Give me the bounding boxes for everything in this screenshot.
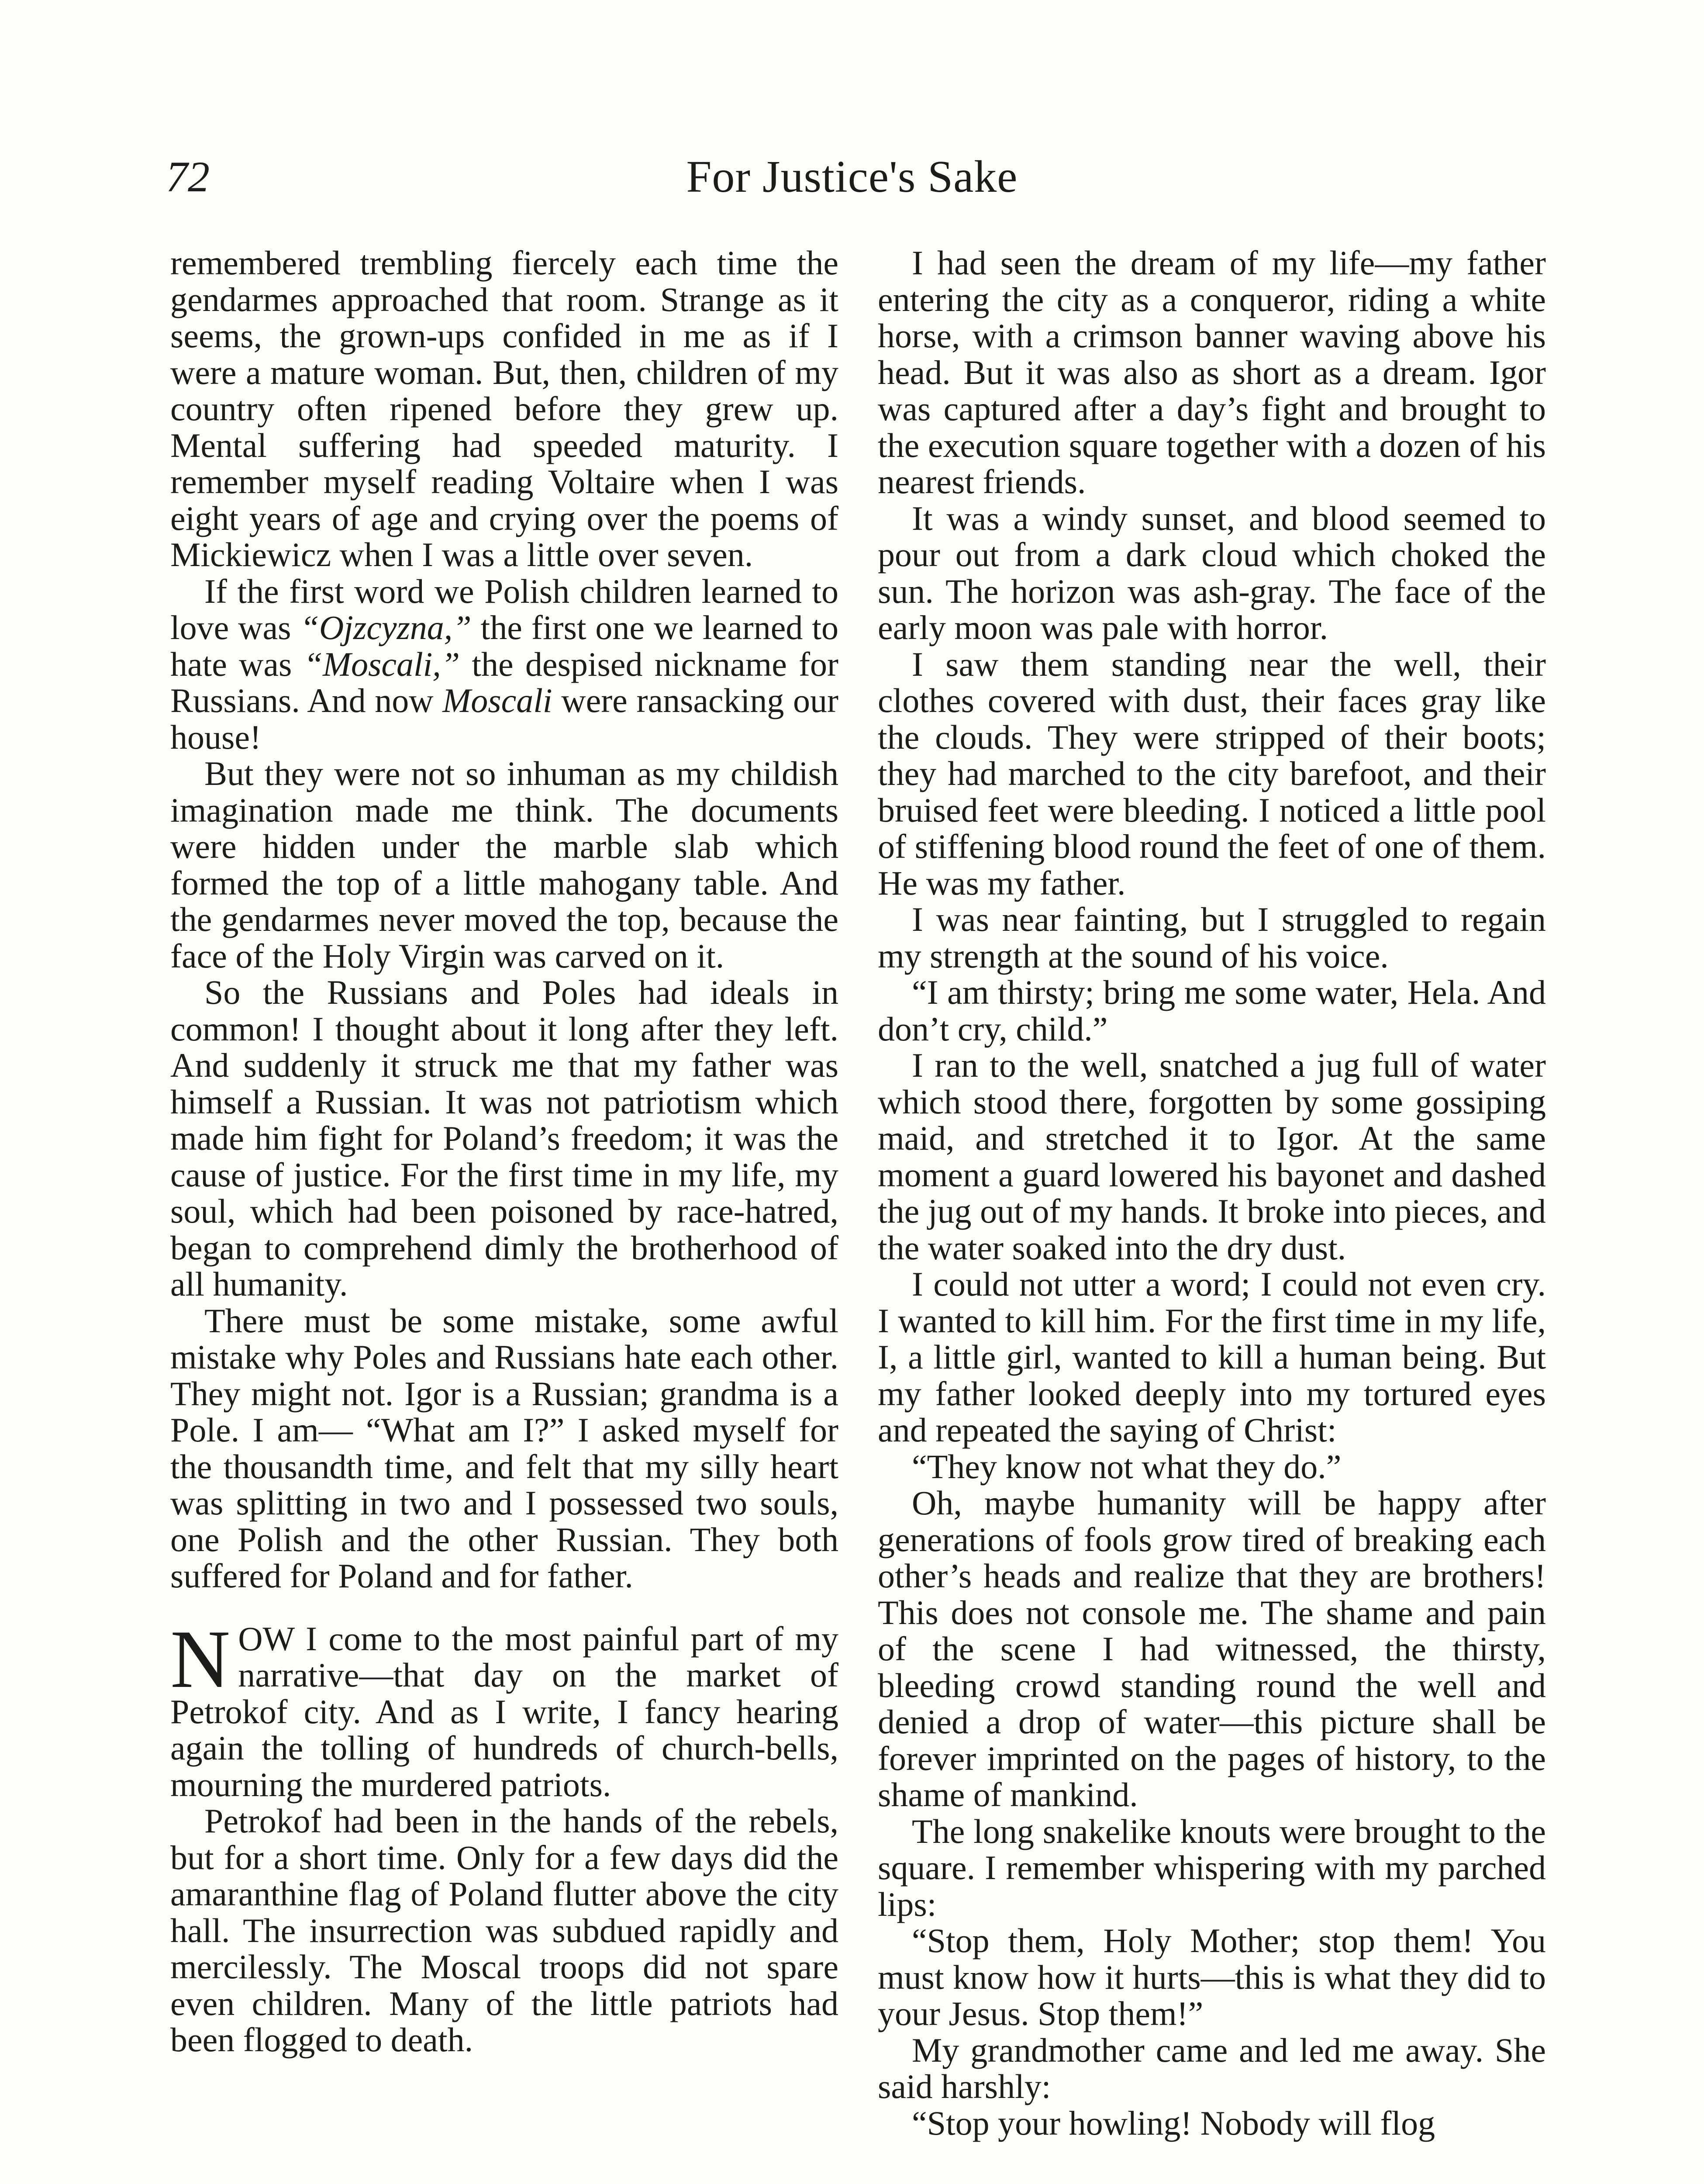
paragraph: So the Russians and Poles had ideals in common! I thought about it long after they left. And suddenly it struck me that my father was himself a Russian. It was not patriotism which made him fight for Poland’s freedom; it was the cause of justice. For the first time in my life, my soul, which had been poisoned by race-hatred, began to comprehend dimly the brotherhood of all humanity. <box>170 973 838 1303</box>
dialogue-paragraph: “Stop your howling! Nobody will flog <box>912 2104 1435 2142</box>
page-header <box>166 144 1538 210</box>
dialogue-paragraph: “I am thirsty; bring me some water, Hela. And don’t cry, child.” <box>878 973 1546 1048</box>
paragraph: I could not utter a word; I could not even cry. I wanted to kill him. For the first time in my life, I, a little girl, wanted to kill a human being. But my father looked deeply into my tortured eyes and repeated the saying of Christ: <box>878 1265 1546 1449</box>
right-column <box>878 245 1546 2141</box>
paragraph: There must be some mistake, some awful mistake why Poles and Russians hate each other. They might not. Igor is a Russian; grandma is a Pole. I am— “What am I?” I asked myself for the thousandth time, and felt that my silly heart was splitting in two and I possessed two souls, one Polish and the other Russian. They both suffered for Poland and for father. <box>170 1301 838 1595</box>
paragraph: The long snakelike knouts were brought to the square. I remember whispering with my parched lips: <box>878 1812 1546 1923</box>
dialogue-paragraph: “Stop them, Holy Mother; stop them! You must know how it hurts—this is what they did to your Jesus. Stop them!” <box>878 1921 1546 2032</box>
italic-word: “Ojzcyzna,” <box>300 608 472 646</box>
text-run: the first one we learned to hate was <box>170 608 838 683</box>
running-title: For Justice's Sake <box>686 152 1018 202</box>
paragraph: It was a windy sunset, and blood seemed to pour out from a dark cloud which choked the sun. The horizon was ash-gray. The face of the early moon was pale with horror. <box>878 499 1546 646</box>
paragraph: I ran to the well, snatched a jug full of water which stood there, forgotten by some gossiping maid, and stretched it to Igor. At the same moment a guard lowered his bayonet and dashed the jug out of my hands. It broke into pieces, and the water soaked into the dry dust. <box>878 1046 1546 1267</box>
paragraph: Petrokof had been in the hands of the rebels, but for a short time. Only for a few days did the amaranthine flag of Poland flutter above the city hall. The insurrection was subdued rapidly and mercilessly. The Moscal troops did not spare even children. Many of the little patriots had been flogged to death. <box>170 1802 838 2059</box>
text-run: the despised nickname for Russians. And now <box>170 645 839 719</box>
paragraph: I had seen the dream of my life—my father entering the city as a conqueror, riding a white horse, with a crimson banner waving above his head. But it was also as short as a dream. Igor was captured after a day’s fight and brought to the execution square together with a dozen of his nearest friends. <box>878 244 1546 501</box>
paragraph: Oh, maybe humanity will be happy after generations of fools grow tired of breaking each other’s heads and realize that they are brothers! This does not console me. The shame and pain of the scene I had witnessed, the thirsty, bleeding crowd standing round the well and denied a drop of water—this picture shall be forever imprinted on the pages of history, to the shame of mankind. <box>878 1484 1546 1814</box>
small-caps-word: OW <box>238 1619 294 1658</box>
section-opening-paragraph <box>170 1613 838 1804</box>
paragraph: But they were not so inhuman as my childish imagination made me think. The documents were hidden under the marble slab which formed the top of a little mahogany table. And the gendarmes never moved the top, because the face of the Holy Virgin was carved on it. <box>170 754 838 975</box>
text-run: were ransacking our house! <box>170 681 838 756</box>
paragraph: My grandmother came and led me away. She said harshly: <box>878 2031 1546 2105</box>
italic-word: “Moscali,” <box>304 645 460 683</box>
paragraph-continued: remembered trembling fiercely each time the gendarmes approached that room. Strange as it seems, the grown-ups confided in me as if I were a mature woman. But, then, children of my country often ripened before they grew up. Mental suffering had speeded maturity. I remember myself reading Voltaire when I was eight years of age and crying over the poems of Mickiewicz when I was a little over seven. <box>170 244 838 574</box>
page-number: 72 <box>166 152 210 201</box>
dialogue-paragraph: “They know not what they do.” <box>912 1447 1342 1486</box>
paragraph <box>170 573 838 756</box>
italic-word: Moscali <box>442 681 552 719</box>
text-run: I come to the most painful part of my narrative—that day on the market of Petrokof city. And as I write, I fancy hearing again the tolling of hundreds of church-bells, mourning the murdered patriots. <box>170 1619 838 1804</box>
paragraph: I saw them standing near the well, their clothes covered with dust, their faces gray like the clouds. They were stripped of their boots; they had marched to the city barefoot, and their bruised feet were bleeding. I noticed a little pool of stiffening blood round the feet of one of them. He was my father. <box>878 645 1546 902</box>
paragraph: I was near fainting, but I struggled to regain my strength at the sound of his voice. <box>878 900 1546 975</box>
drop-cap: N <box>170 1613 231 1705</box>
left-column <box>170 245 838 2058</box>
text-run: If the first word we Polish children learned to love was <box>170 572 838 646</box>
